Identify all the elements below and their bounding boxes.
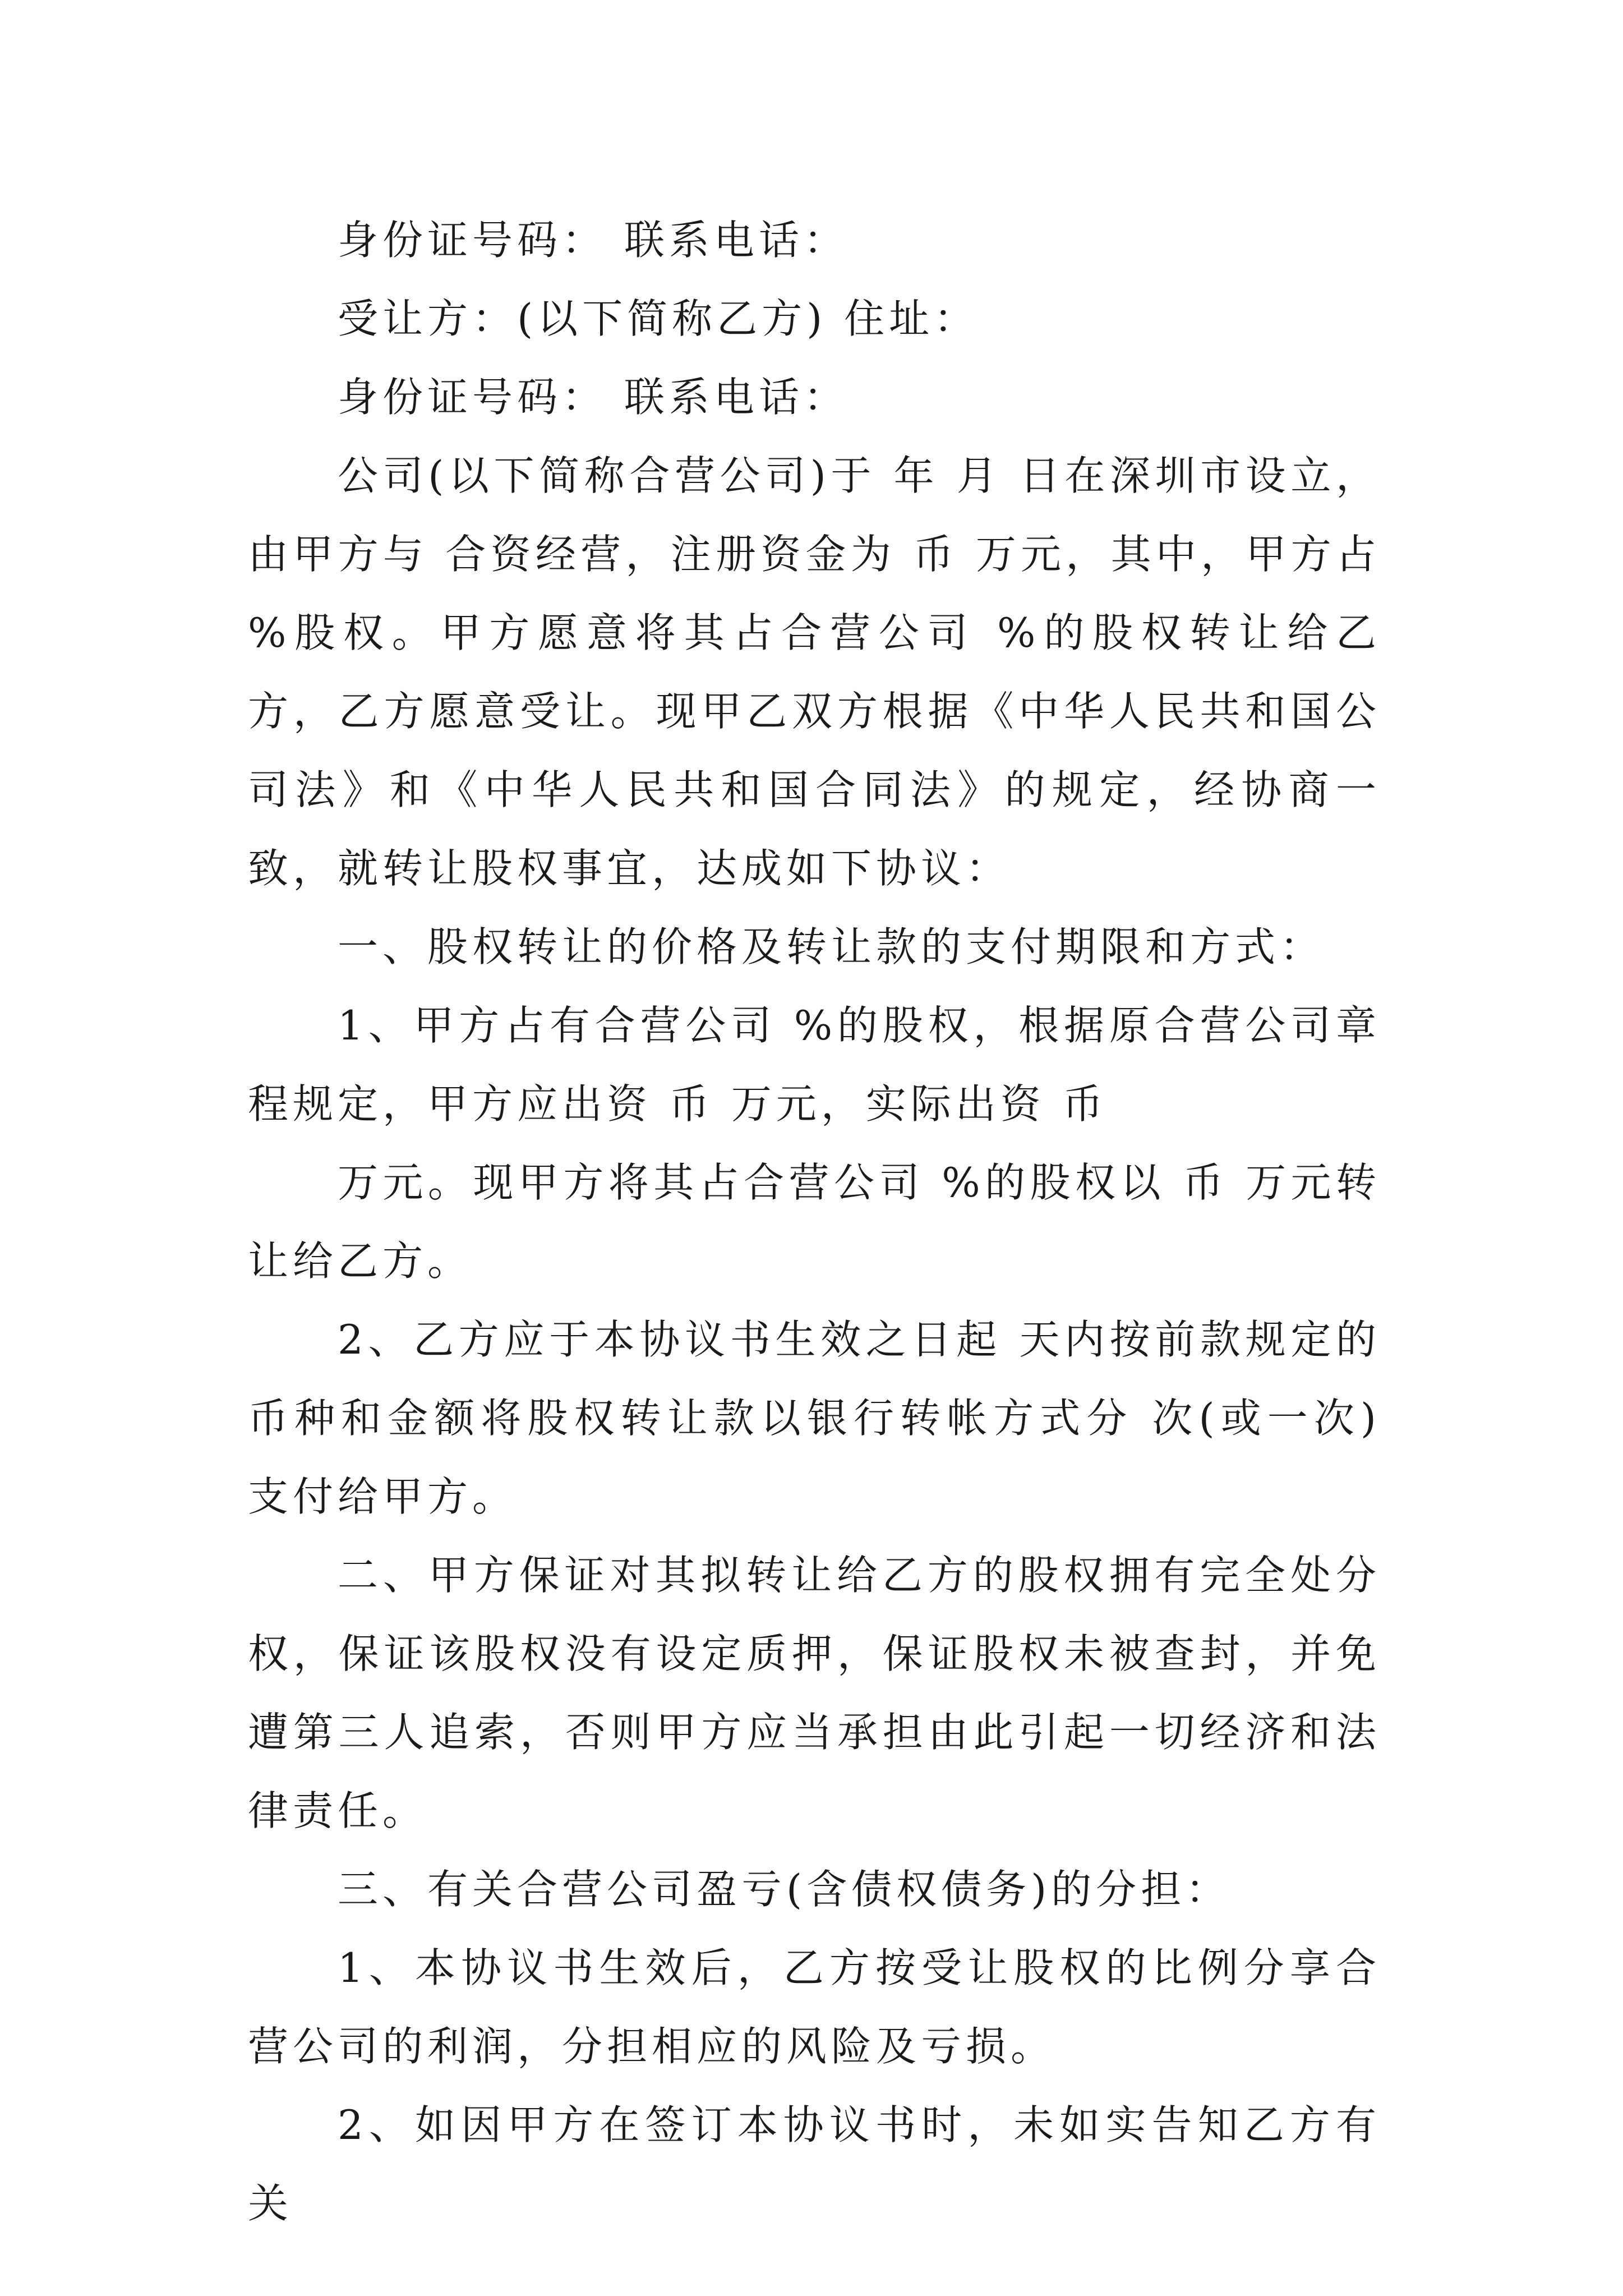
clause-1-2: 2、乙方应于本协议书生效之日起 天内按前款规定的币种和金额将股权转让款以银行转帐方式分 次(或一次)支付给甲方。 <box>248 1316 1381 1520</box>
clause-1-1-continued: 万元。现甲方将其占合营公司 %的股权以 币 万元转让给乙方。 <box>248 1159 1381 1285</box>
clause-1-1: 1、甲方占有合营公司 %的股权，根据原合营公司章程规定，甲方应出资 币 万元，实际出资 币 <box>248 1002 1381 1128</box>
clause-3-1: 1、本协议书生效后，乙方按受让股权的比例分享合营公司的利润，分担相应的风险及亏损。 <box>248 1944 1381 2070</box>
id-number-line-1: 身份证号码： 联系电话： <box>338 217 849 264</box>
document-body <box>248 201 1381 2243</box>
section-2-paragraph: 二、甲方保证对其拟转让给乙方的股权拥有完全处分权，保证该股权没有设定质押，保证股权未被查封，并免遭第三人追索，否则甲方应当承担由此引起一切经济和法律责任。 <box>248 1552 1381 1834</box>
id-number-line-2: 身份证号码： 联系电话： <box>338 374 849 421</box>
section-1-heading: 一、股权转让的价格及转让款的支付期限和方式： <box>338 923 1325 970</box>
company-intro-paragraph: 公司(以下简称合营公司)于 年 月 日在深圳市设立，由甲方与 合资经营，注册资金为 币 万元，其中，甲方占 %股权。甲方愿意将其占合营公司 %的股权转让给乙方，乙方愿意受让。现甲乙双方根据《中华人民共和国公司法》和《中华人民共和国合同法》的规定，经协商一致，就转让股权事宜，达成如下协议： <box>248 452 1381 892</box>
clause-3-2: 2、如因甲方在签订本协议书时，未如实告知乙方有关 <box>248 2101 1381 2227</box>
transferee-line: 受让方：(以下简称乙方) 住址： <box>338 295 979 342</box>
section-3-heading: 三、有关合营公司盈亏(含债权债务)的分担： <box>338 1866 1231 1913</box>
